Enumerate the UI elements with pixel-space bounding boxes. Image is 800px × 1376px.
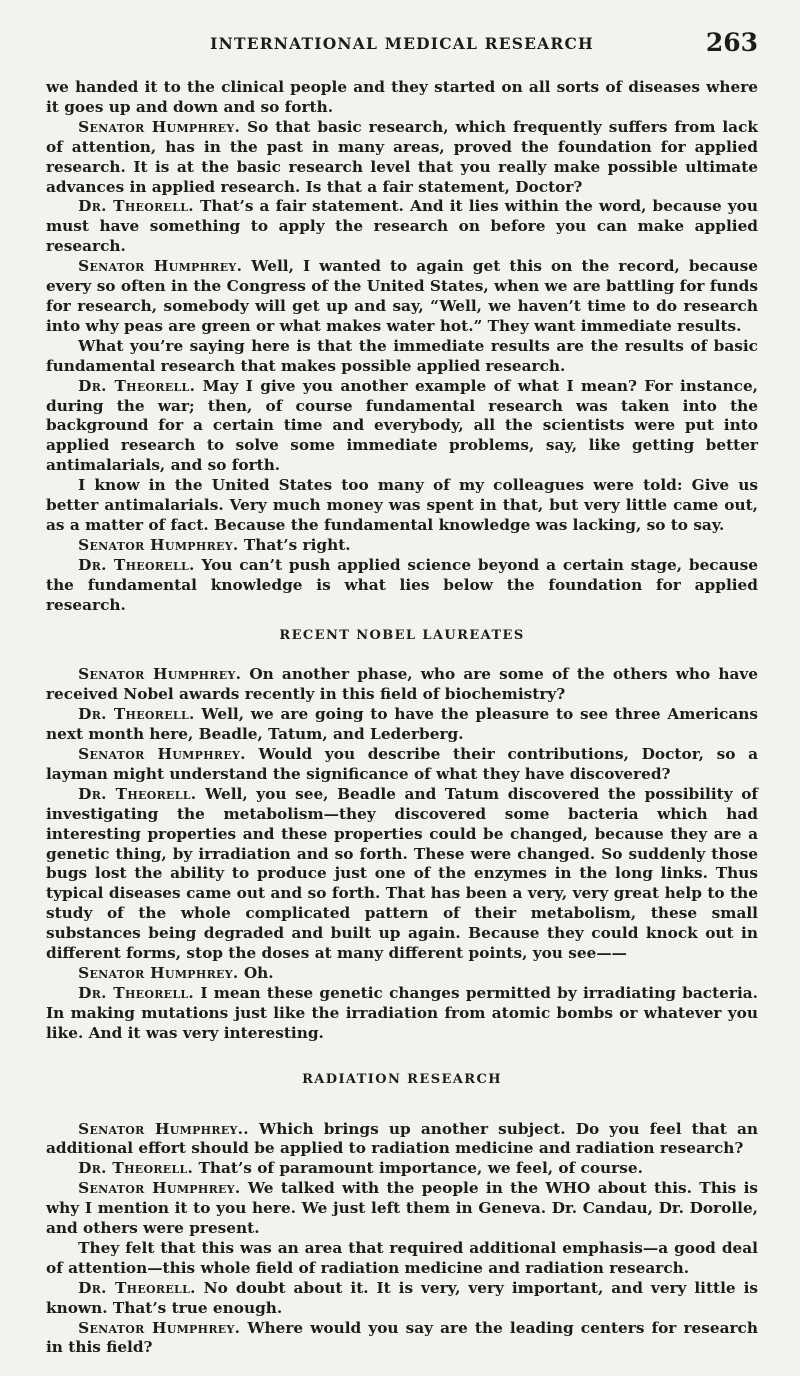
speaker-name: Dr. Theorell. [78, 197, 194, 216]
speaker-name: Dr. Theorell. [78, 1278, 196, 1297]
paragraph [46, 665, 758, 705]
paragraph-text: So that basic research, which frequently suffers from lack of attention, has in the past in many areas, proved the foundation for applied research. It is at the basic research level that you really make possible ultimate advances in applied research. Is that a fair statement, Doctor? [46, 117, 758, 196]
paragraph-text: They felt that this was an area that required additional emphasis—a good deal of attention—this whole field of radiation medicine and radiation research. [46, 1238, 758, 1277]
paragraph-text: On another phase, who are some of the others who have received Nobel awards recently in this field of biochemistry? [46, 665, 758, 704]
paragraph [46, 197, 758, 257]
paragraph [46, 377, 758, 477]
page-header [46, 28, 758, 58]
section-heading: RECENT NOBEL LAUREATES [279, 628, 525, 644]
paragraph-text: I know in the United States too many of my colleagues were told: Give us better antimalarials. Very much money was spent in that, but very little came out, as a matter of fact. Because the fundamental knowledge was lacking, so to say. [46, 476, 758, 534]
paragraph [46, 1319, 758, 1359]
paragraph-group [46, 1120, 758, 1359]
paragraph-group [46, 665, 758, 1043]
paragraph-text: Where would you say are the leading centers for research in this field? [46, 1318, 758, 1357]
paragraph-text: That’s of paramount importance, we feel, of course. [198, 1159, 643, 1178]
paragraph [46, 337, 758, 377]
paragraph [46, 78, 758, 118]
paragraph-text: That’s a fair statement. And it lies within the word, because you must have something to apply the research on before you can make applied research. [46, 197, 758, 256]
running-head: INTERNATIONAL MEDICAL RESEARCH [210, 34, 594, 53]
paragraph [46, 118, 758, 198]
document-body [46, 78, 758, 1358]
speaker-name: Dr. Theorell. [78, 784, 197, 803]
paragraph-text: Would you describe their contributions, Doctor, so a layman might understand the significance of what they have discovered? [46, 745, 758, 783]
speaker-name: Senator Humphrey. [78, 117, 241, 136]
paragraph [46, 556, 758, 616]
paragraph [46, 785, 758, 964]
speaker-name: Senator Humphrey. [78, 963, 239, 982]
speaker-name: Senator Humphrey. [78, 1318, 241, 1337]
speaker-name: Senator Humphrey. [78, 257, 243, 276]
section-heading: RADIATION RESEARCH [302, 1071, 502, 1087]
paragraph [46, 1179, 758, 1239]
speaker-name: Dr. Theorell. [78, 983, 195, 1002]
speaker-name: Senator Humphrey.. [78, 1119, 249, 1138]
paragraph-text: Oh. [243, 963, 274, 982]
paragraph-text: we handed it to the clinical people and they started on all sorts of diseases where it goes up and down and so forth. [46, 78, 758, 116]
paragraph-text: Which brings up another subject. Do you feel that an additional effort should be applied to radiation medicine and radiation research? [46, 1119, 758, 1158]
page-number: 263 [705, 28, 758, 57]
paragraph-text: Well, you see, Beadle and Tatum discovered the possibility of investigating the metabolism—they discovered some bacteria which had interesting properties and these properties could be changed, because they are a genetic thing, by irradiation and so forth. These were changed. So suddenly those bugs lost the ability to produce just one of the enzymes in the long links. Thus typical diseases came out and so forth. That has been a very, very great help to the study of the whole complicated pattern of their metabolism, these small substances being degraded and built up again. Because they could knock out in different forms, stop the doses at many different points, you see—— [46, 784, 758, 963]
paragraph [46, 984, 758, 1044]
paragraph [46, 1120, 758, 1160]
speaker-name: Dr. Theorell. [78, 555, 195, 574]
paragraph [46, 705, 758, 745]
paragraph [46, 745, 758, 785]
speaker-name: Senator Humphrey. [78, 665, 242, 684]
paragraph [46, 1239, 758, 1279]
paragraph-text: Well, we are going to have the pleasure to see three Americans next month here, Beadle, Tatum, and Lederberg. [46, 705, 758, 744]
paragraph [46, 964, 758, 984]
paragraph-text: Well, I wanted to again get this on the record, because every so often in the Congress of the United States, when we are battling for funds for research, somebody will get up and say, “Well, we haven’t time to do research into why peas are green or what makes water hot.” They want immediate results. [46, 257, 759, 335]
speaker-name: Dr. Theorell. [78, 376, 196, 395]
speaker-name: Dr. Theorell. [78, 705, 195, 724]
paragraph-text: That’s right. [243, 535, 351, 554]
speaker-name: Senator Humphrey. [78, 1179, 241, 1198]
paragraph-group [46, 78, 758, 615]
paragraph [46, 476, 758, 536]
paragraph-text: No doubt about it. It is very, very important, and very little is known. That’s true enough. [46, 1278, 758, 1317]
paragraph-text: What you’re saying here is that the immediate results are the results of basic fundamental research that makes possible applied research. [46, 336, 758, 375]
paragraph [46, 1279, 758, 1319]
speaker-name: Senator Humphrey. [78, 745, 246, 763]
speaker-name: Senator Humphrey. [78, 535, 239, 554]
paragraph [46, 1159, 758, 1179]
paragraph-text: I mean these genetic changes permitted by irradiating bacteria. In making mutations just like the irradiation from atomic bombs or whatever you like. And it was very interesting. [46, 983, 758, 1042]
paragraph-text: We talked with the people in the WHO about this. This is why I mention it to you here. We just left them in Geneva. Dr. Candau, Dr. Dorolle, and others were present. [46, 1179, 758, 1238]
speaker-name: Dr. Theorell. [78, 1159, 194, 1178]
paragraph [46, 536, 758, 556]
paragraph [46, 257, 758, 337]
paragraph-text: May I give you another example of what I mean? For instance, during the war; then, of course fundamental research was taken into the background for a certain time and everybody, all the scientists were put into applied research to solve some immediate problems, say, like getting better antimalarials, and so forth. [46, 376, 758, 475]
paragraph-text: You can’t push applied science beyond a certain stage, because the fundamental knowledge is what lies below the foundation for applied research. [46, 555, 758, 614]
